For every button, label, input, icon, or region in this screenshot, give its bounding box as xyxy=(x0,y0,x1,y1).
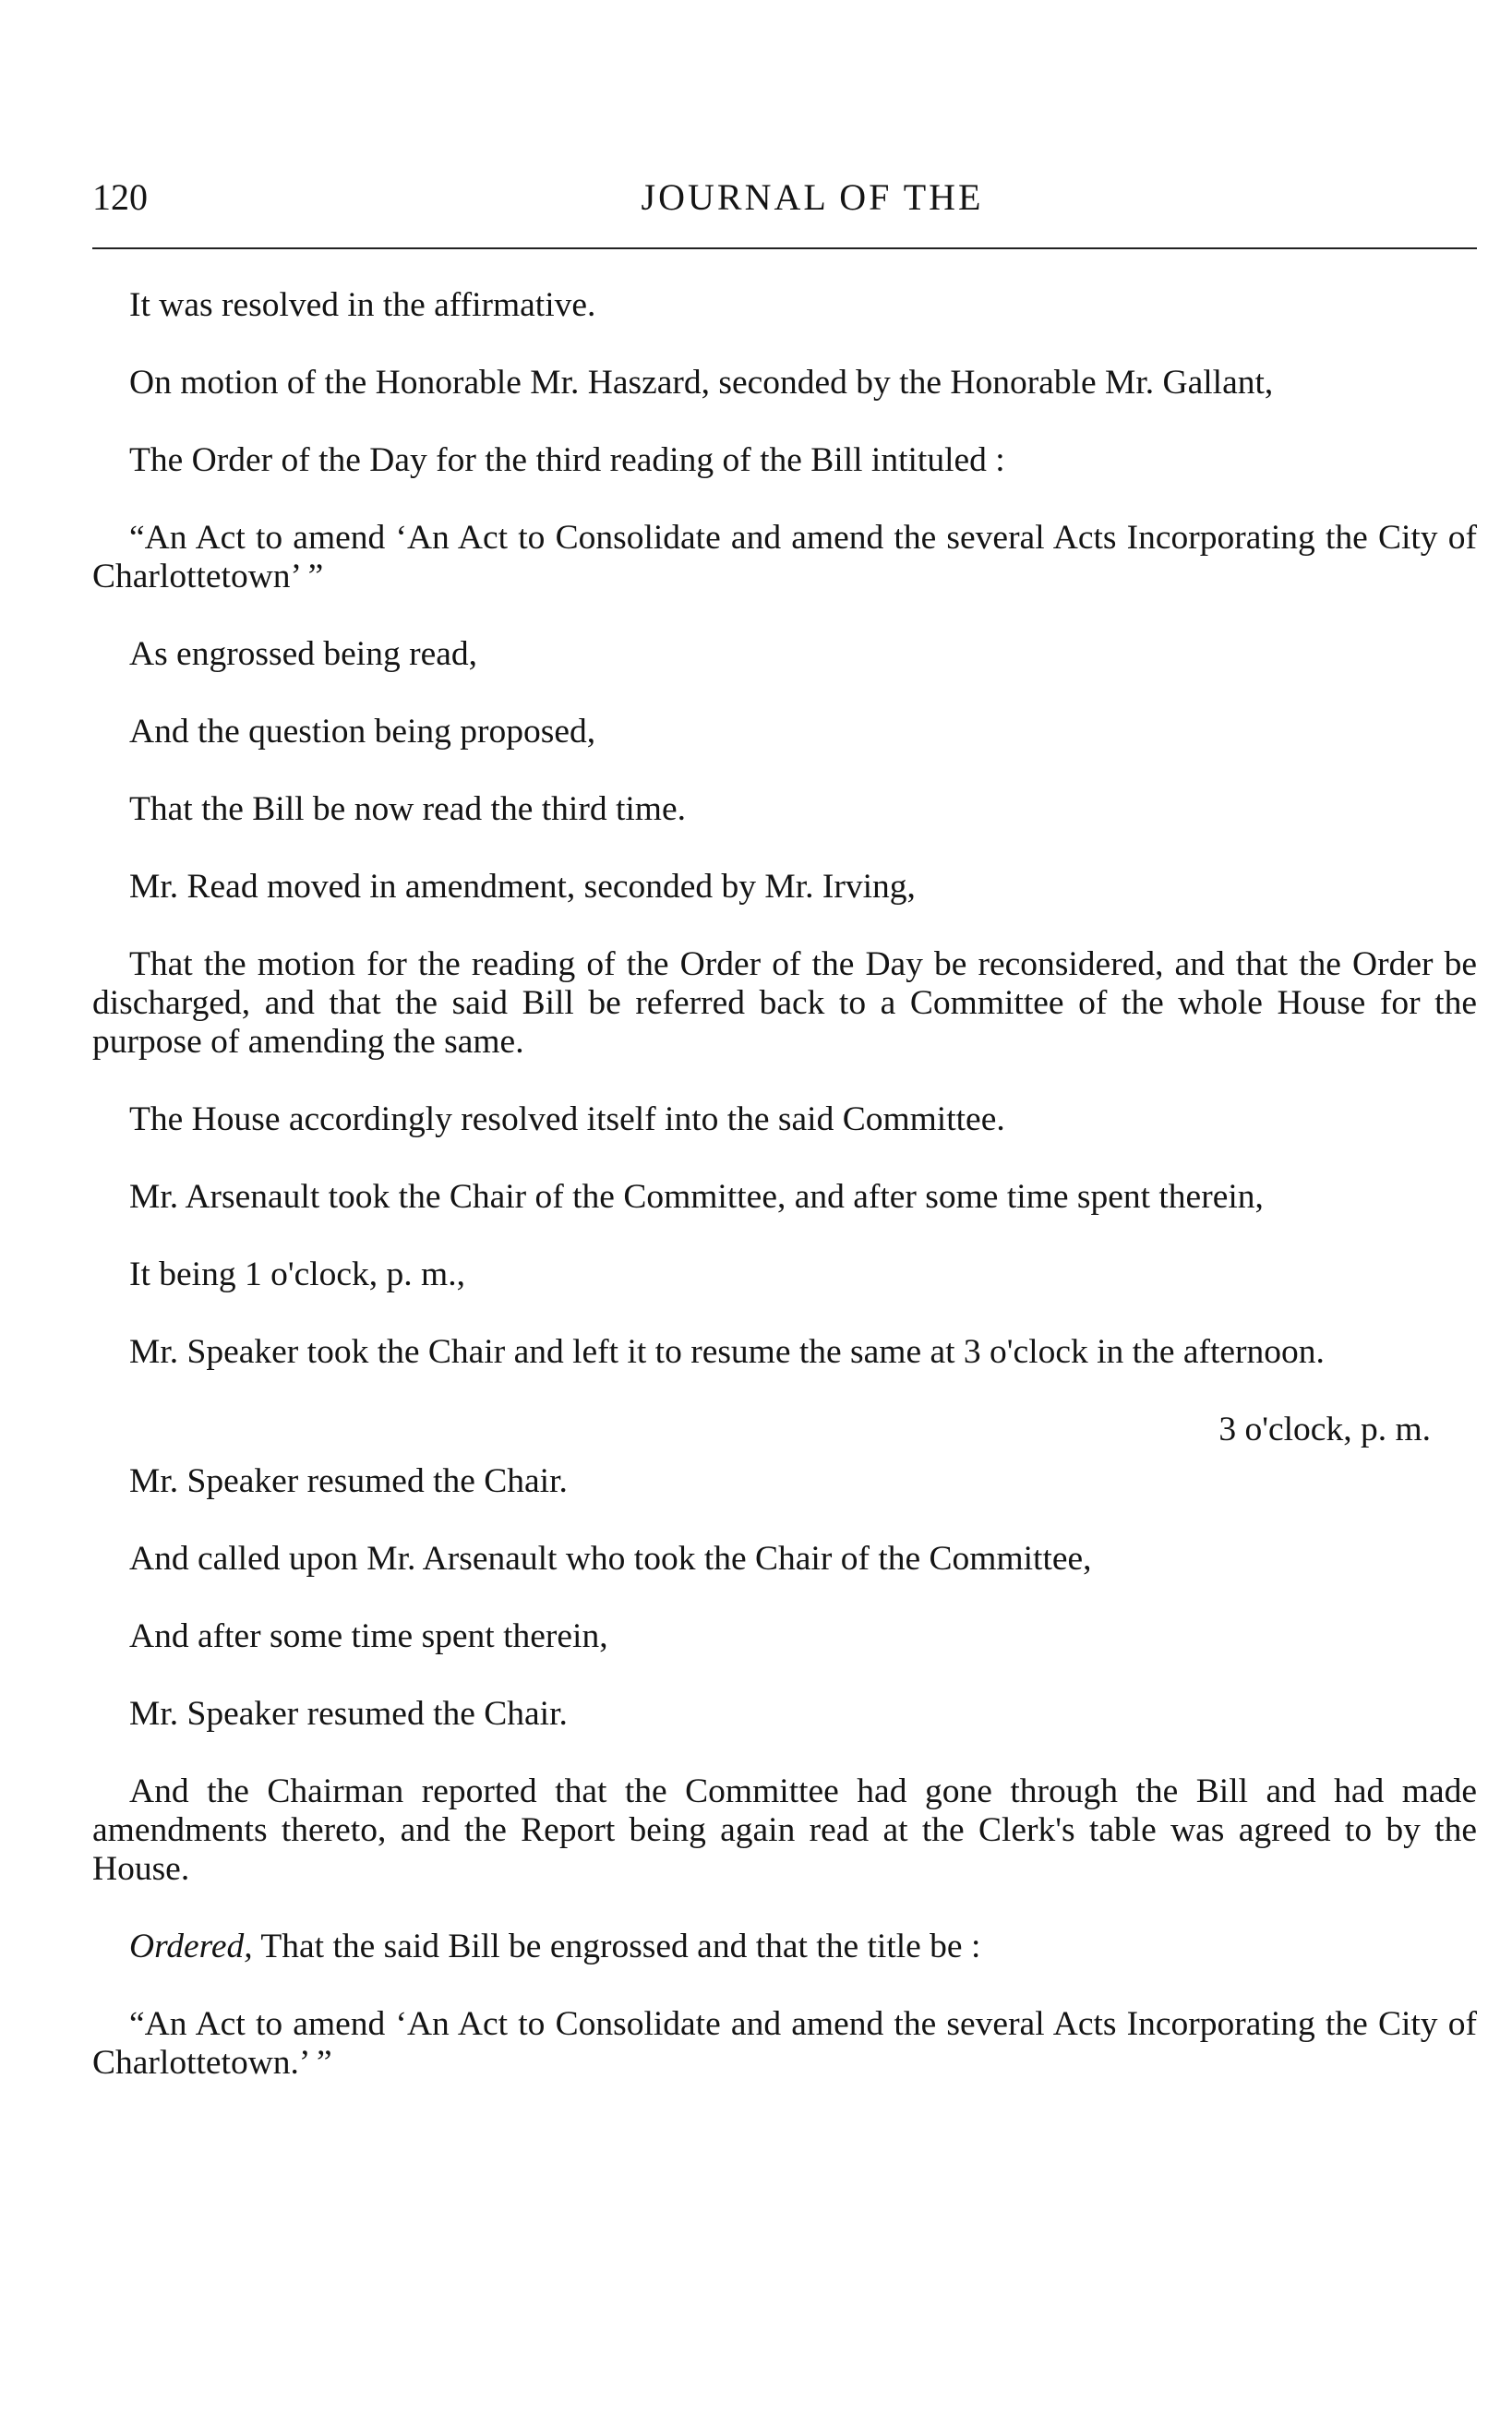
paragraph-bill-title: “An Act to amend ‘An Act to Consolidate and amend the several Acts Incorporating the City of Charlottetown’ ” xyxy=(92,519,1477,595)
page-header xyxy=(92,175,1477,231)
paragraph-resolved: It was resolved in the affirmative. xyxy=(129,286,596,324)
page-body xyxy=(92,286,1477,2083)
paragraph-question: And the question being proposed, xyxy=(129,713,596,751)
paragraph-reconsider: That the motion for the reading of the Order of the Day be reconsidered, and that the Order be discharged, and that the said Bill be referred back to a Committee of the whole House for the purpose of amending the same. xyxy=(92,945,1477,1061)
paragraph-after-time: And after some time spent therein, xyxy=(129,1617,608,1655)
ordered-label: Ordered, xyxy=(129,1928,253,1965)
page-number: 120 xyxy=(92,176,148,218)
paragraph-amendment: Mr. Read moved in amendment, seconded by Mr. Irving, xyxy=(129,868,916,906)
paragraph-chairman-report: And the Chairman reported that the Committee had gone through the Bill and had made amendments thereto, and the Report being again read at the Clerk's table was agreed to by the House. xyxy=(92,1772,1477,1888)
time-heading: 3 o'clock, p. m. xyxy=(1218,1411,1431,1448)
paragraph-speaker-chair: Mr. Speaker took the Chair and left it to resume the same at 3 o'clock in the afternoon. xyxy=(129,1333,1325,1371)
paragraph-speaker-resumed-2: Mr. Speaker resumed the Chair. xyxy=(129,1695,568,1733)
paragraph-speaker-resumed: Mr. Speaker resumed the Chair. xyxy=(129,1462,568,1500)
paragraph-committee: The House accordingly resolved itself into the said Committee. xyxy=(129,1100,1005,1138)
running-head: JOURNAL OF THE xyxy=(641,176,984,218)
ordered-text: That the said Bill be engrossed and that the title be : xyxy=(252,1928,981,1965)
paragraph-called-upon: And called upon Mr. Arsenault who took the Chair of the Committee, xyxy=(129,1540,1092,1578)
paragraph-arsenault: Mr. Arsenault took the Chair of the Committee, and after some time spent therein, xyxy=(129,1178,1264,1216)
paragraph-engrossed: As engrossed being read, xyxy=(129,635,477,673)
paragraph-one-oclock: It being 1 o'clock, p. m., xyxy=(129,1256,465,1293)
paragraph-third-reading: That the Bill be now read the third time. xyxy=(129,790,686,828)
paragraph-final-title: “An Act to amend ‘An Act to Consolidate and amend the several Acts Incorporating the City of Charlottetown.’ ” xyxy=(92,2005,1477,2082)
paragraph-motion: On motion of the Honorable Mr. Haszard, seconded by the Honorable Mr. Gallant, xyxy=(129,364,1274,402)
header-rule xyxy=(92,247,1477,249)
paragraph-order-of-day: The Order of the Day for the third reading of the Bill intituled : xyxy=(129,441,1005,479)
paragraph-ordered xyxy=(92,1928,1477,1966)
